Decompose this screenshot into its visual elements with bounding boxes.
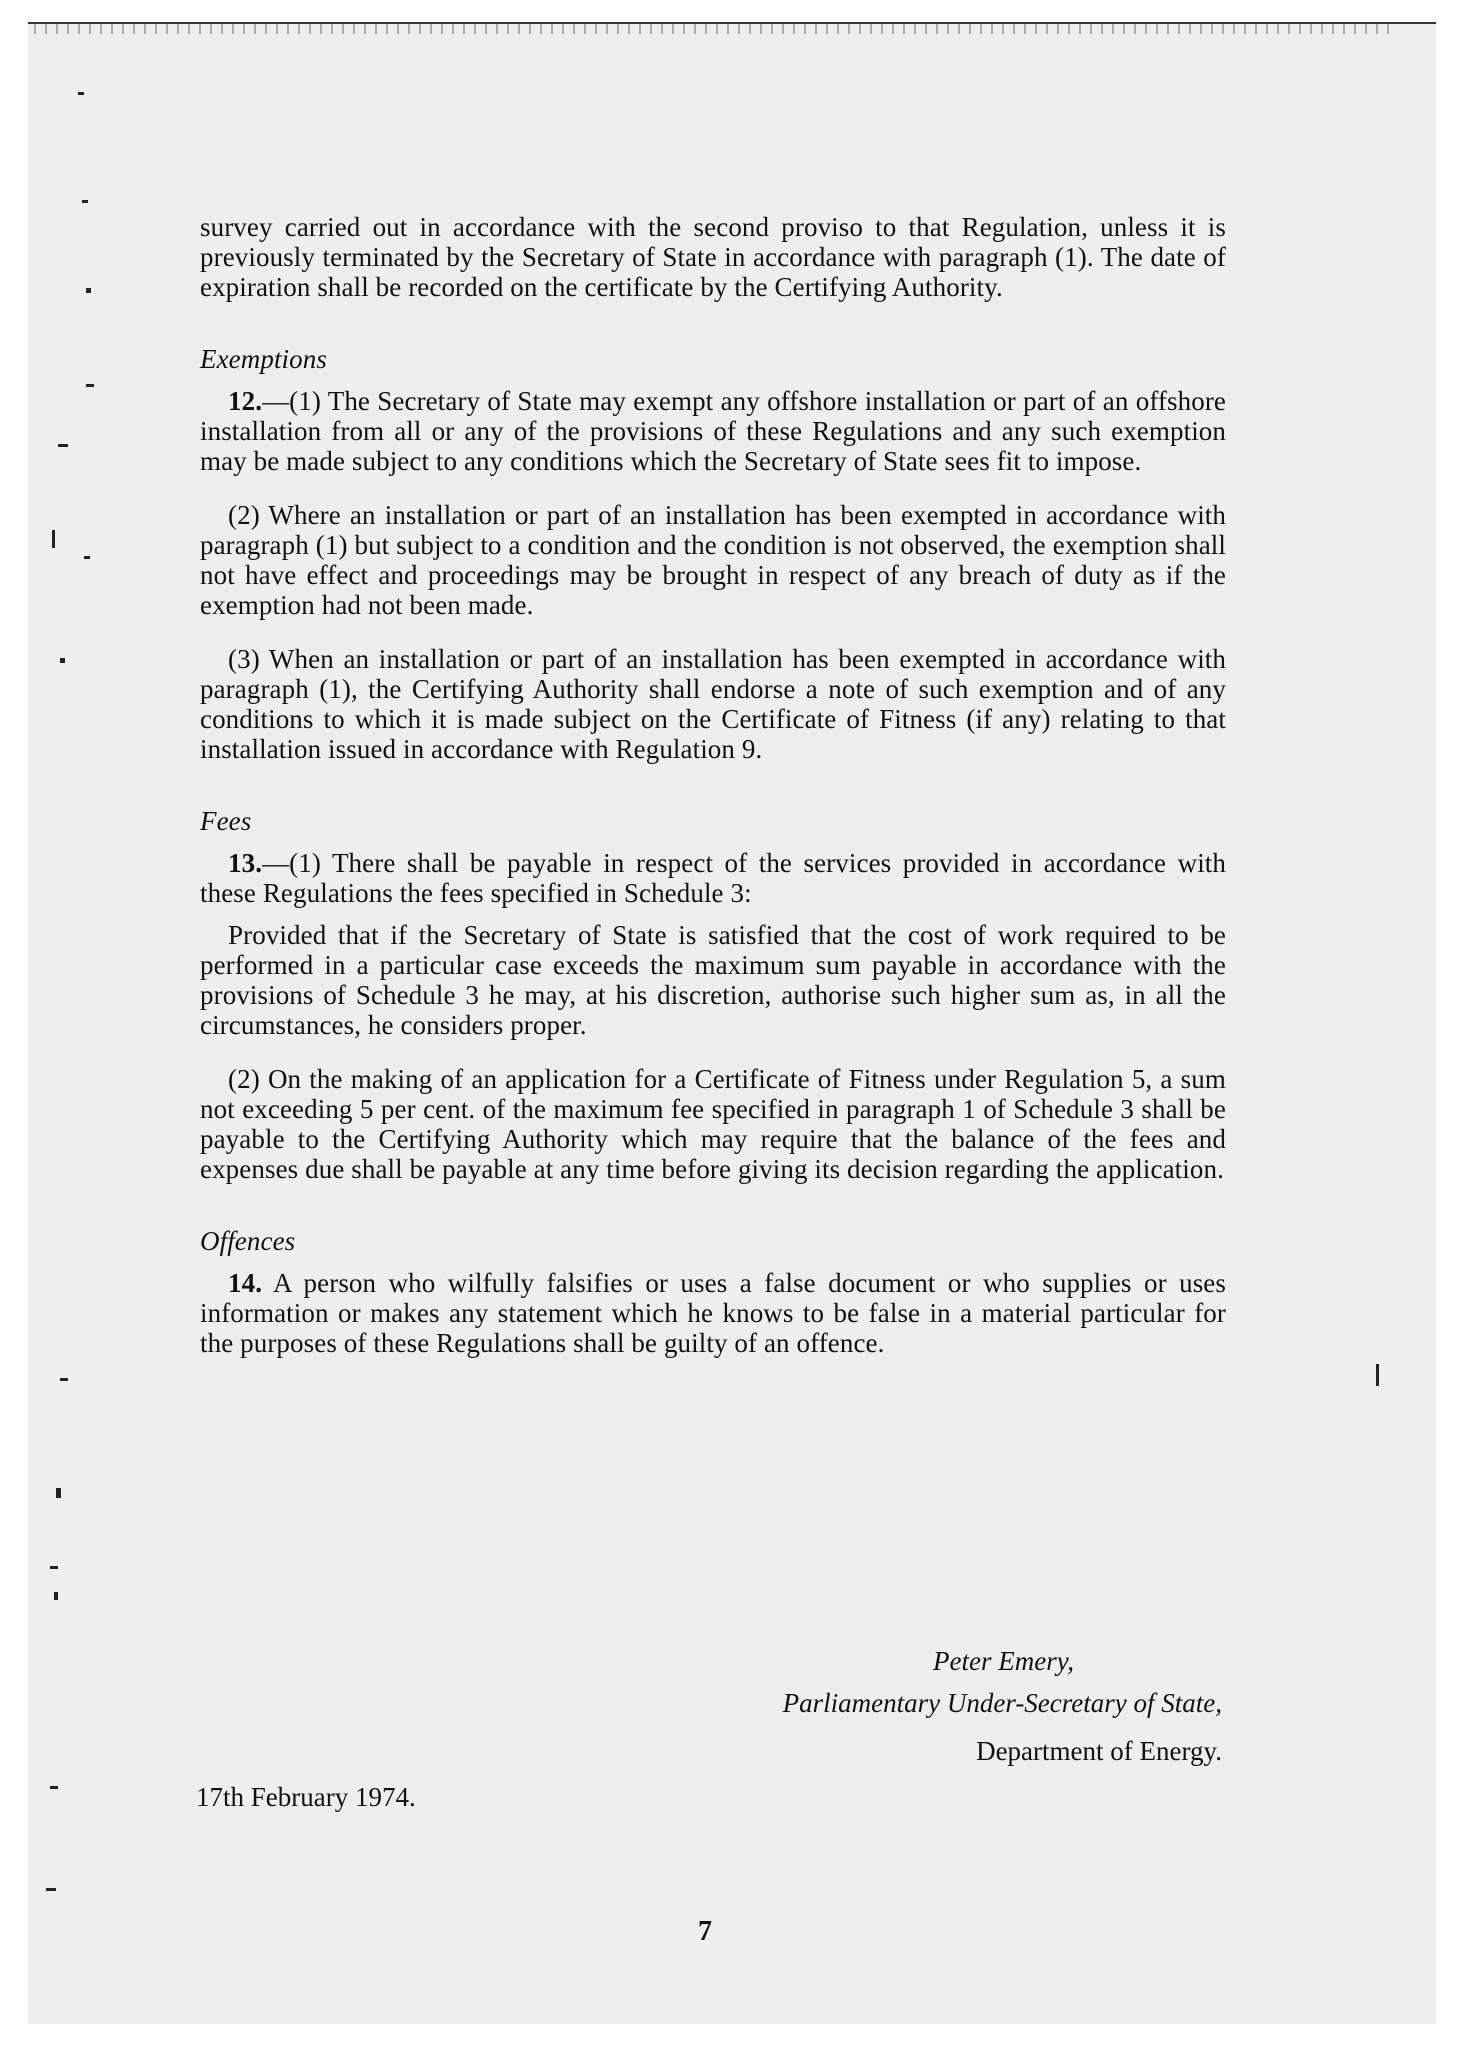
margin-mark — [50, 1786, 58, 1789]
signer-department: Department of Energy. — [976, 1736, 1222, 1766]
margin-mark — [56, 1488, 61, 1498]
spacer — [200, 374, 1226, 386]
regulation-12-paragraph-3: (3) When an installation or part of an installation has been exempted in accordance with paragraph (1), the Certifying Authority shall endorse a note of such exemption and of any conditions to which it is made subject on the Certificate of Fitness (if any) relating to that installation issued in accordance with Regulation 9. — [200, 644, 1226, 764]
regulation-12-number: 12. — [228, 386, 263, 416]
continuation-paragraph: survey carried out in accordance with the second proviso to that Regulation, unless it is previously terminated by the Secretary of State in accordance with paragraph (1). The date of expiration shall be recorded on the certificate by the Certifying Authority. — [200, 212, 1226, 302]
spacer — [200, 1256, 1226, 1268]
spacer — [200, 620, 1226, 644]
signer-title: Parliamentary Under-Secretary of State, — [782, 1688, 1222, 1718]
margin-mark — [54, 1592, 58, 1600]
offences-heading: Offences — [200, 1226, 296, 1256]
page-number: 7 — [698, 1916, 712, 1947]
regulation-13-number: 13. — [228, 848, 263, 878]
spacer — [200, 1184, 1226, 1226]
regulation-13-paragraph-1 — [200, 848, 1226, 908]
spacer — [200, 836, 1226, 848]
regulation-14-paragraph — [200, 1268, 1226, 1358]
document-date: 17th February 1974. — [196, 1782, 416, 1812]
margin-mark — [50, 1566, 58, 1569]
signature-block — [622, 1640, 1222, 1772]
regulation-13-proviso: Provided that if the Secretary of State is satisfied that the cost of work required to be performed in a particular case exceeds the maximum sum payable in accordance with the provisions of Schedule 3 he may, at his discretion, authorise such higher sum as, in all the circumstances, he considers proper. — [200, 920, 1226, 1040]
exemptions-heading: Exemptions — [200, 344, 327, 374]
margin-mark — [86, 288, 91, 293]
spacer — [200, 302, 1226, 344]
regulation-12-paragraph-1 — [200, 386, 1226, 476]
regulation-body — [200, 212, 1226, 1358]
margin-mark — [60, 1378, 68, 1381]
spacer — [200, 764, 1226, 806]
margin-mark — [82, 200, 88, 203]
margin-mark — [58, 444, 68, 447]
margin-mark — [86, 384, 94, 387]
regulation-13-paragraph-2: (2) On the making of an application for a Certificate of Fitness under Regulation 5, a sum not exceeding 5 per cent. of the maximum fee specified in paragraph 1 of Schedule 3 shall be payable to the Certifying Authority which may require that the balance of the fees and expenses due shall be payable at any time before giving its decision regarding the application. — [200, 1064, 1226, 1184]
regulation-14-number: 14. — [228, 1268, 263, 1298]
spacer — [200, 476, 1226, 500]
scan-edge-noise — [34, 24, 1394, 34]
margin-mark — [46, 1888, 56, 1891]
margin-mark — [1376, 1364, 1379, 1386]
signer-name: Peter Emery, — [933, 1646, 1074, 1676]
margin-mark — [84, 556, 90, 559]
regulation-12-text-1: —(1) The Secretary of State may exempt any offshore installation or part of an offshore installation from all or any of the provisions of these Regulations and any such exemption may be made subject to any conditions which the Secretary of State sees fit to impose. — [200, 386, 1226, 476]
margin-mark — [78, 92, 84, 95]
spacer — [200, 1040, 1226, 1064]
margin-mark — [52, 530, 55, 548]
regulation-13-text-1: —(1) There shall be payable in respect of the services provided in accordance with these Regulations the fees specified in Schedule 3: — [200, 848, 1226, 908]
fees-heading: Fees — [200, 806, 252, 836]
margin-mark — [60, 658, 65, 663]
spacer — [200, 908, 1226, 920]
regulation-14-text: A person who wilfully falsifies or uses a false document or who supplies or uses information or makes any statement which he knows to be false in a material particular for the purposes of these Regulations shall be guilty of an offence. — [200, 1268, 1226, 1358]
regulation-12-paragraph-2: (2) Where an installation or part of an installation has been exempted in accordance with paragraph (1) but subject to a condition and the condition is not observed, the exemption shall not have effect and proceedings may be brought in respect of any breach of duty as if the exemption had not been made. — [200, 500, 1226, 620]
